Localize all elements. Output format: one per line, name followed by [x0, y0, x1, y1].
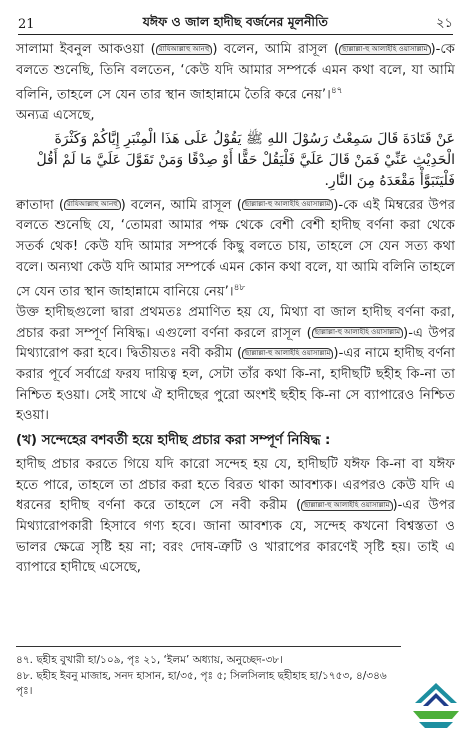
honorific-saw-badge: ছাল্লাল্লা-হু আলাইহি ওয়াসাল্লাম [242, 348, 333, 359]
paragraph-text: )-এর উপর মিথ্যারোপকারী হিসাবে গণ্য হবে। জানা আবশ্যক যে, সন্দেহ কখনো বিশ্বস্ততা ও ভালর ক্ষেত্রে সৃষ্টি হয় না; বরং দোষ-ত্রুটি ও খারাপের কারণেই সৃষ্টি হয়। তাই এ ব্যাপারে হাদীছে এসেছে, [16, 498, 455, 576]
paragraph-1 [16, 40, 455, 106]
running-title: যঈফ ও জাল হাদীছ বর্জনের মূলনীতি [142, 14, 328, 29]
paragraph-2 [16, 196, 455, 303]
paragraph-text: )-কে বলতে শুনেছি, তিনি বলতেন, ‘কেউ যদি আমার সম্পর্কে এমন কথা বলে, যা আমি বলিনি, তাহলে সে যেন তার স্থান জাহান্নামে তৈরি করে নেয়’। [16, 42, 455, 103]
honorific-saw-badge: ছাল্লাল্লা-হু আলাইহি ওয়াসাল্লাম [301, 500, 392, 511]
honorific-ra-badge: রাযিআল্লাহু আনহু [156, 44, 213, 55]
honorific-ra-badge: রাযিআল্লাহু আনহু [64, 199, 121, 210]
honorific-saw-badge: ছাল্লাল্লা-হু আলাইহি ওয়াসাল্লাম [242, 199, 333, 210]
paragraph-text: )-কে এই মিম্বরের উপর বলতে শুনেছি যে, ‘তোমরা আমার পক্ষ থেকে বেশী বেশী হাদীছ বর্ণনা করা থেকে সতর্ক থেক! কেউ যদি আমার সম্পর্কে কিছু বলতে চায়, তাহলে সে যেন সত্য কথা বলে। অন্যথা কেউ যদি আমার সম্পর্কে এমন কোন কথা বলে, যা আমি বলিনি তাহলে সে যেন তার স্থান জাহান্নামে বানিয়ে নেয়’। [16, 197, 455, 300]
paragraph-text: ) বলেন, আমি রাসূল ( [212, 42, 340, 57]
paragraph-text: হাদীছ প্রচার করতে গিয়ে যদি কারো সন্দেহ হয় যে, হাদীছটি যঈফ কি-না বা যঈফ হতে পারে, তাহলে তা প্রচার করা হতে বিরত থাকা আবশ্যক। এরপরও কেউ যদি এ ধরনের হাদীছ বর্ণনা করে তাহলে সে নবী করীম ( [16, 457, 455, 514]
honorific-saw-badge: ছাল্লাল্লা-হু আলাইহি ওয়াসাল্লাম [339, 44, 430, 55]
footnote-ref[interactable]: ৪৮ [233, 283, 246, 294]
logo-base-shape [413, 711, 459, 719]
footnote-ref[interactable]: ৪৭ [330, 86, 343, 97]
line-anyatra: অন্যত্র এসেছে, [16, 108, 95, 124]
paragraph-text: ক্বাতাদা ( [16, 197, 64, 213]
paragraph-text: )-এর নামে হাদীছ বর্ণনা করার পূর্বে সর্বাগ্রে ফরয দায়িত্ব হল, সেটা তাঁর কথা কি-না, হাদীছটি ছহীহ কি-না তা নিশ্চিত হওয়া। সেই সাথে ঐ হাদীছের পুরো অংশই ছহীহ কি-না সে ব্যাপারেও নিশ্চিত হওয়া। [16, 346, 455, 424]
honorific-saw-badge: ছাল্লাল্লা-হু আলাইহি ওয়াসাল্লাম [312, 327, 403, 338]
page-number-bengali: ২১ [436, 15, 453, 31]
publisher-logo-icon [407, 679, 465, 733]
footnotes [16, 646, 401, 700]
paragraph-3 [16, 303, 455, 427]
logo-base-shape-lower [419, 722, 453, 728]
section-heading: (খ) সন্দেহের বশবর্তী হয়ে হাদীছ প্রচার করা সম্পূর্ণ নিষিদ্ধ : [16, 432, 331, 448]
paragraph-4 [16, 455, 455, 579]
arabic-hadith: عَنْ قَتَادَةَ قَالَ سَمِعْتُ رَسُوْلَ اللهِ ﷺ يَقُوْلُ عَلَى هَذَا الْمِنْبَرِ إِيَّاكُمْ وَكَثْرَةَ الْحَدِيْثِ عَنِّيْ فَمَنْ قَالَ عَلَيَّ فَلْيَقُلْ حَقًّا أَوْ صِدْقًا وَمَنْ تَقَوَّلَ عَلَيَّ مَا لَمْ أَقُلْ فَلْيَتَبَوَّأْ مَقْعَدَهُ مِنَ النَّارِ. [36, 130, 455, 189]
page-body [16, 40, 455, 579]
paragraph-text: )-এ উপর মিথ্যারোপ করা হবে। দ্বিতীয়তঃ নবী করীম ( [16, 325, 455, 362]
page-number-latin: 21 [18, 16, 35, 32]
footnote-48: ৪৮. ছহীহ ইবনু মাজাহ, সনদ হাসান, হা/৩৫, পৃঃ ৫; সিলসিলাহ ছহীহাহ হা/১৭৫৩, ৪/৩৪৬ পৃঃ। [16, 669, 387, 697]
paragraph-text: ) বলেন, আমি রাসূল ( [120, 197, 242, 213]
footnote-47: ৪৭. ছহীহ বুখারী হা/১০৯, পৃঃ ২১, ‘ইলম’ অধ্যায়, অনুচ্ছেদ-৩৮। [16, 654, 283, 666]
paragraph-text: সালামা ইবনুল আকওয়া ( [16, 42, 156, 57]
paragraph-text: উক্ত হাদীছগুলো দ্বারা প্রথমতঃ প্রমাণিত হয় যে, মিথ্যা বা জাল হাদীছ বর্ণনা করা, প্রচার করা সম্পূর্ণ নিষিদ্ধ। এগুলো বর্ণনা করলে রাসূল ( [16, 305, 455, 341]
page-header [18, 14, 453, 35]
